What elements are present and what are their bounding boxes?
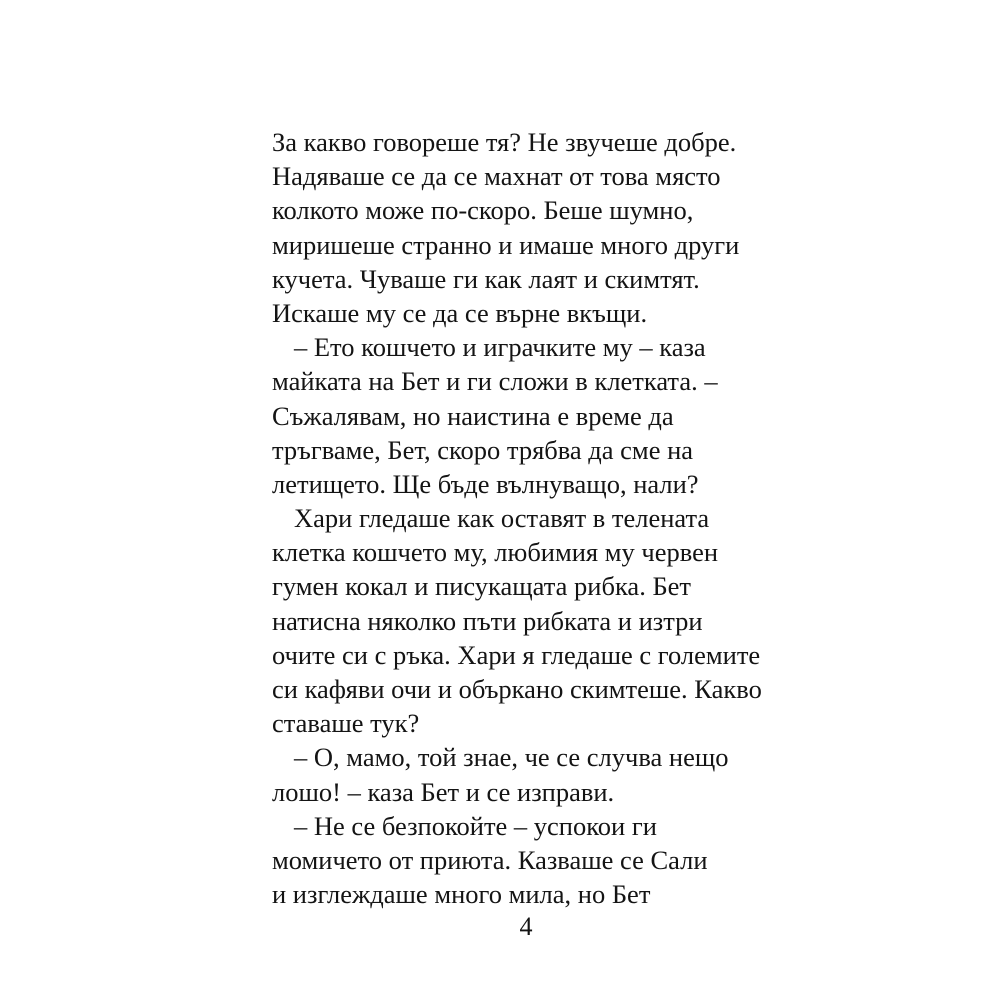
text-line: очите си с ръка. Хари я гледаше с големите xyxy=(272,639,761,670)
text-line-indented: Хари гледаше как оставят в телената xyxy=(294,503,710,534)
text-line: летището. Ще бъде вълнуващо, нали? xyxy=(272,468,699,499)
text-line: майката на Бет и ги сложи в клетката. – xyxy=(272,366,718,397)
text-line: лошо! – каза Бет и се изправи. xyxy=(272,776,615,807)
text-line: За какво говореше тя? Не звучеше добре. xyxy=(272,127,737,157)
text-line: миришеше странно и имаше много други xyxy=(272,229,740,260)
text-line-indented: – Не се безпокойте – успокои ги xyxy=(294,810,657,841)
text-line: гумен кокал и писукащата рибка. Бет xyxy=(272,571,692,602)
text-line-indented: – Ето кошчето и играчките му – каза xyxy=(294,332,706,363)
body-text xyxy=(272,125,762,911)
text-line: кучета. Чуваше ги как лаят и скимтят. xyxy=(272,263,700,294)
text-line: Съжалявам, но наистина е време да xyxy=(272,400,674,431)
text-line: Надяваше се да се махнат от това място xyxy=(272,161,721,192)
text-line: и изглеждаше много мила, но Бет xyxy=(272,879,651,910)
text-line-indented: – О, мамо, той знае, че се случва нещо xyxy=(294,742,729,773)
text-line: колкото може по-скоро. Беше шумно, xyxy=(272,195,694,226)
text-line: тръгваме, Бет, скоро трябва да сме на xyxy=(272,434,694,465)
text-line: Искаше му се да се върне вкъщи. xyxy=(272,297,648,328)
page-number: 4 xyxy=(519,912,533,941)
text-line: натисна няколко пъти рибката и изтри xyxy=(272,605,703,636)
text-line: си кафяви очи и объркано скимтеше. Какво xyxy=(272,674,762,704)
text-line: клетка кошчето му, любимия му червен xyxy=(272,537,719,568)
text-line: момичето от приюта. Казваше се Сали xyxy=(272,844,708,875)
text-line: ставаше тук? xyxy=(272,708,420,739)
